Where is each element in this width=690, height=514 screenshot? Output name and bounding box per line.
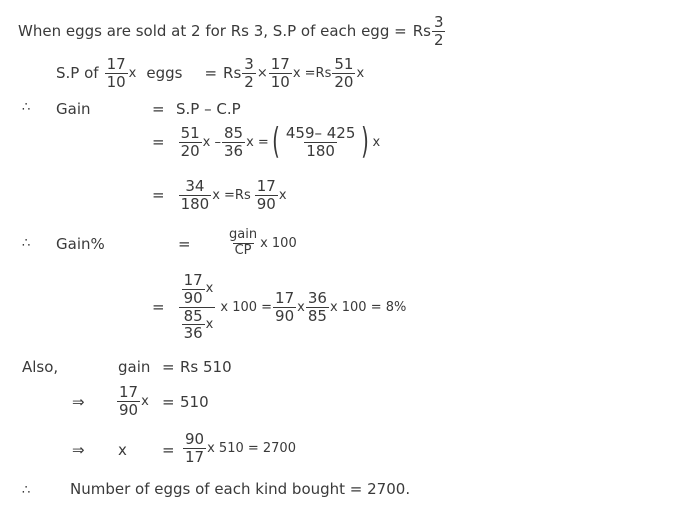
- gain-step1-x-end: x: [372, 134, 381, 150]
- gain-over-cp-numerator: gain: [229, 227, 258, 242]
- intro-text: When eggs are sold at 2 for Rs 3, S.P of each egg =: [18, 22, 407, 41]
- gain-percent-label: Gain%: [56, 235, 105, 253]
- therefore-symbol: ∴: [22, 483, 31, 498]
- compound-fraction: [179, 272, 216, 342]
- also-gain-label: gain: [118, 358, 151, 376]
- compound-denominator-fraction-bottom: 36: [183, 324, 203, 343]
- implies2-fraction-denominator: 17: [185, 447, 205, 466]
- compound-numerator-fraction-bottom: 90: [183, 288, 203, 307]
- gain-percent-times-100: x 100: [260, 235, 297, 251]
- sp-fraction-3-numerator: 51: [334, 55, 354, 73]
- gain-step1: [152, 121, 381, 162]
- gain-step1-fraction-1-numerator: 51: [180, 123, 200, 142]
- gain-step2-fraction-1-denominator: 180: [180, 194, 210, 213]
- implies2-variable: x: [118, 441, 127, 459]
- gain-percent-fraction-1-denominator: 90: [275, 306, 295, 325]
- gain-equals: =: [152, 100, 165, 118]
- gain-over-cp-fraction: [227, 228, 259, 258]
- sp-label-x: x: [128, 65, 137, 81]
- gain-step1-equals: =: [152, 133, 165, 151]
- gain-percent-result: x 100 = 8%: [329, 299, 407, 315]
- implies1-fraction-denominator: 90: [119, 400, 139, 419]
- compound-numerator-fraction-top: 17: [183, 271, 203, 289]
- sp-label-fraction: [105, 56, 128, 91]
- implies2-result: x 510 = 2700: [207, 440, 296, 456]
- sp-times: ×: [256, 65, 268, 81]
- gain-percent-fraction-1: [273, 290, 296, 325]
- implies2-equals: =: [162, 441, 175, 459]
- therefore-symbol: ∴: [22, 236, 31, 251]
- gain-step2-fraction-1: [179, 178, 212, 213]
- implies1-fraction-numerator: 17: [119, 383, 139, 401]
- implies2-expression: [182, 430, 296, 466]
- gain-label: Gain: [56, 100, 91, 118]
- sp-fraction-2-numerator: 17: [270, 55, 290, 73]
- intro-fraction-numerator: 3: [433, 13, 444, 31]
- sp-label-end: eggs: [146, 64, 183, 83]
- gain-step2-x-eq-rs: x =Rs: [212, 187, 251, 203]
- sp-rs: Rs: [223, 64, 242, 83]
- compound-fraction-numerator: [179, 272, 216, 307]
- sp-fraction-2-denominator: 10: [270, 72, 290, 91]
- implies2-fraction-numerator: 90: [185, 430, 205, 448]
- compound-denominator-fraction: [182, 308, 205, 343]
- gain-percent-fraction-2-denominator: 85: [307, 306, 327, 325]
- intro-line: [18, 14, 446, 49]
- intro-fraction-denominator: 2: [433, 30, 444, 49]
- gain-step2-equals: =: [152, 186, 165, 205]
- implies1-equals: =: [162, 393, 175, 411]
- implies1-fraction: [117, 384, 140, 419]
- gain-step2-fraction-2: [255, 178, 278, 213]
- sp-fraction-3-denominator: 20: [334, 72, 354, 91]
- implies-arrow-icon: ⇒: [72, 393, 85, 411]
- implies1-expression: [116, 383, 149, 419]
- gain-percent-fraction-2: [306, 290, 329, 325]
- implies1-value: 510: [180, 393, 209, 411]
- gain-step2-fraction-2-numerator: 17: [256, 177, 276, 195]
- gain-step1-fraction-2-denominator: 36: [224, 141, 244, 160]
- gain-formula: S.P – C.P: [176, 100, 241, 118]
- gain-percent-step: [152, 272, 406, 342]
- gain-step2: [152, 178, 287, 213]
- left-paren: (: [271, 121, 280, 162]
- sp-fraction-2: [269, 56, 292, 91]
- gain-percent-step-equals: =: [152, 298, 165, 317]
- sp-equals: =: [204, 64, 218, 83]
- sp-fraction-1: [242, 56, 256, 91]
- compound-numerator-x: x: [205, 281, 214, 297]
- sp-fraction-1-numerator: 3: [244, 55, 254, 73]
- sp-label-fraction-numerator: 17: [106, 55, 126, 73]
- gain-step1-x-eq: x =: [246, 134, 269, 150]
- gain-percent-equals: =: [178, 235, 191, 253]
- gain-step2-fraction-2-denominator: 90: [256, 194, 276, 213]
- also-equals: =: [162, 358, 175, 376]
- times-100-equals: x 100 =: [220, 299, 273, 315]
- gain-percent-times: x: [297, 299, 305, 315]
- gain-step1-fraction-1-denominator: 20: [180, 141, 200, 160]
- compound-denominator-x: x: [205, 316, 214, 332]
- also-label: Also,: [22, 358, 59, 376]
- sp-x-end: x: [356, 65, 365, 81]
- sp-label-fraction-denominator: 10: [106, 72, 126, 91]
- sp-line: [56, 56, 364, 91]
- gain-step1-fraction-2: [222, 125, 245, 160]
- compound-denominator-fraction-top: 85: [183, 306, 203, 325]
- compound-numerator-fraction: [182, 272, 205, 307]
- sp-label-start: S.P of: [56, 64, 99, 83]
- gain-step2-fraction-1-numerator: 34: [185, 177, 205, 195]
- gain-step1-fraction-1: [179, 125, 202, 160]
- also-value: Rs 510: [180, 358, 232, 376]
- gain-step1-fraction-2-numerator: 85: [224, 123, 244, 142]
- intro-fraction: [432, 14, 446, 49]
- gain-over-cp-denominator: CP: [234, 242, 252, 258]
- gain-step1-fraction-3-numerator: 459– 425: [285, 123, 356, 142]
- implies-arrow-icon: ⇒: [72, 441, 85, 459]
- gain-percent-fraction-1-numerator: 17: [275, 288, 295, 307]
- right-paren: ): [361, 121, 370, 162]
- therefore-symbol: ∴: [22, 100, 31, 115]
- gain-step1-fraction-3: [284, 125, 358, 160]
- sp-fraction-1-denominator: 2: [244, 72, 254, 91]
- gain-step2-x-end: x: [278, 187, 287, 203]
- intro-rs: Rs: [412, 22, 431, 41]
- sp-x-eq-rs: x =Rs: [292, 65, 332, 81]
- gain-percent-formula: [226, 224, 297, 258]
- conclusion-text: Number of eggs of each kind bought = 2700.: [70, 480, 411, 498]
- sp-fraction-3: [332, 56, 355, 91]
- compound-fraction-denominator: [179, 307, 216, 343]
- implies2-fraction: [183, 431, 206, 466]
- gain-step1-fraction-3-denominator: 180: [306, 141, 335, 160]
- gain-percent-fraction-2-numerator: 36: [307, 288, 327, 307]
- implies1-x: x: [141, 393, 149, 409]
- gain-step1-minus: x –: [202, 134, 221, 150]
